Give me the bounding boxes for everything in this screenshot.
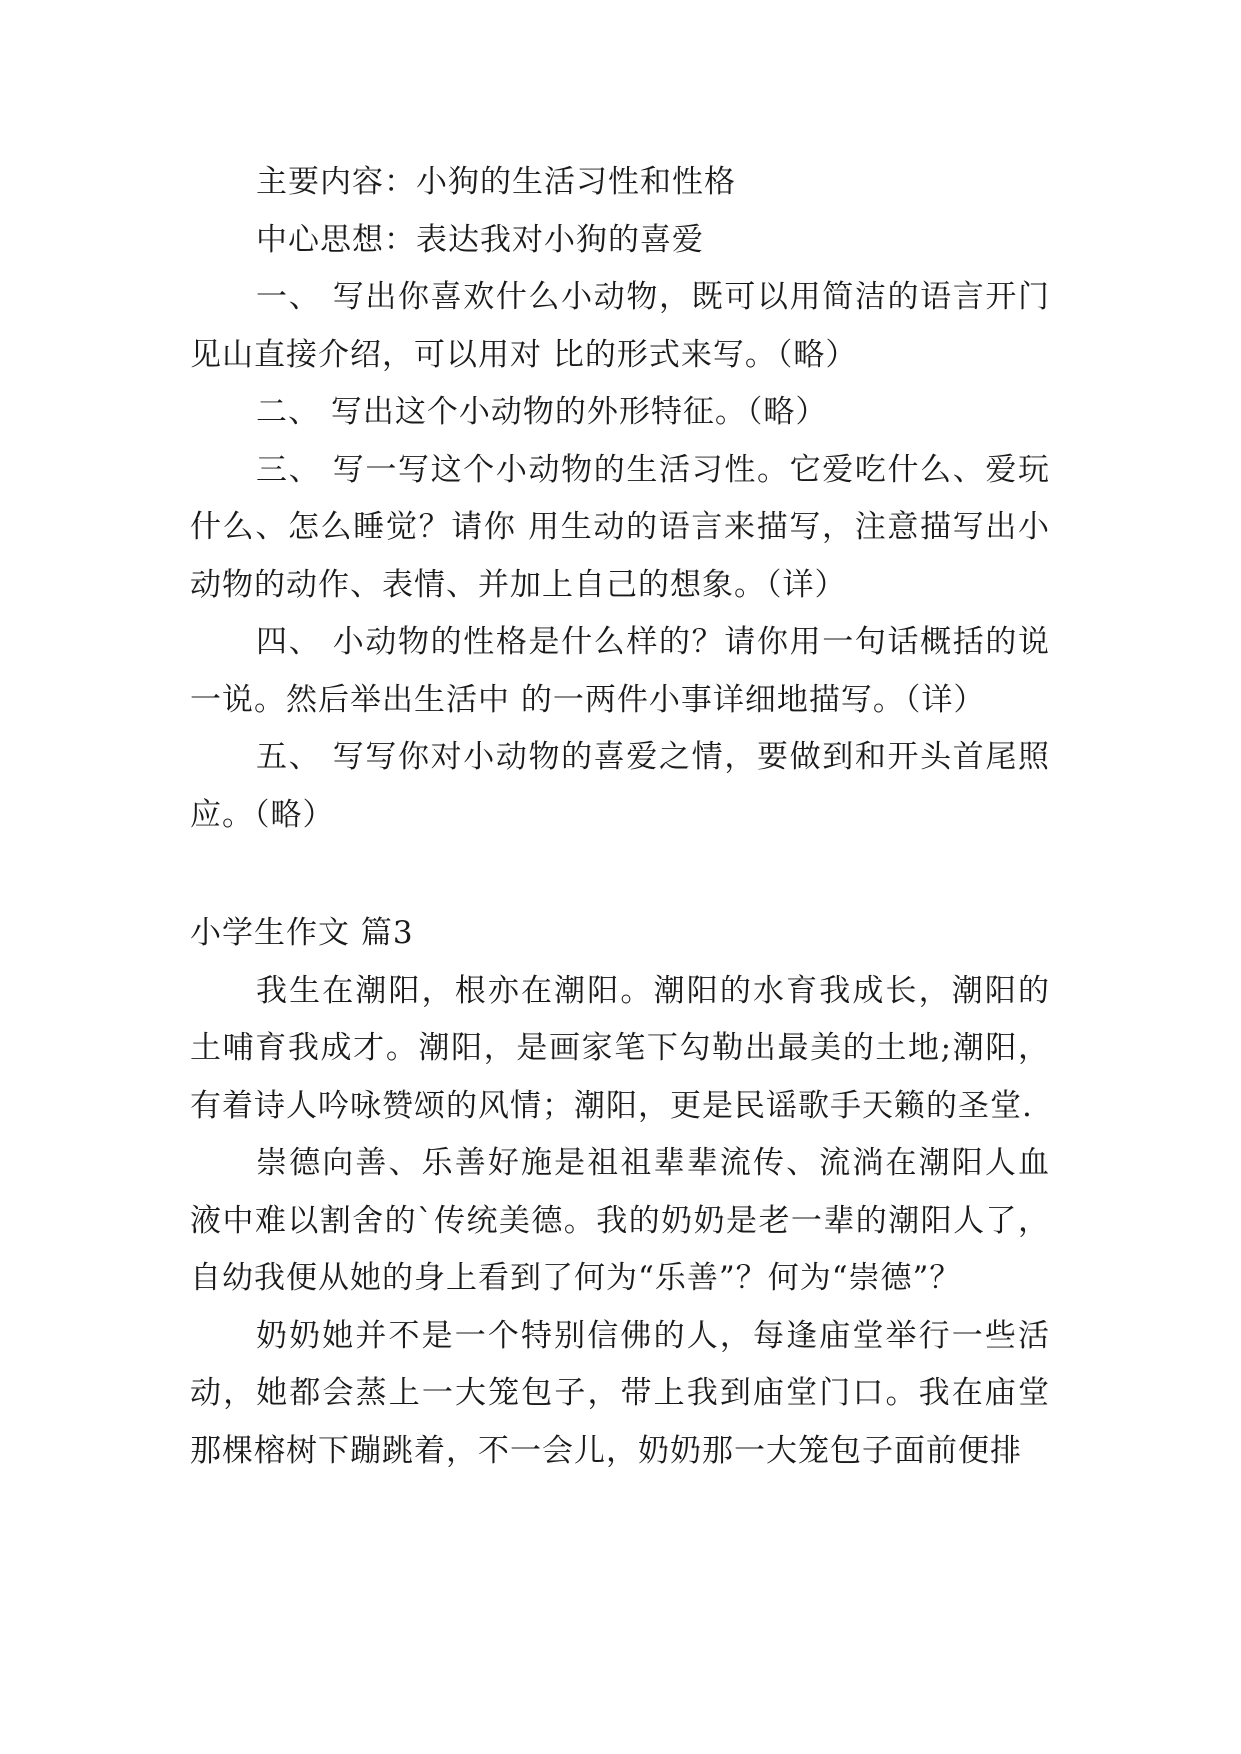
paragraph-step-4: 四、 小动物的性格是什么样的？请你用一句话概括的说一说。然后举出生活中 的一两件小事详细地描写。（详） xyxy=(190,624,1050,718)
paragraph-main-content: 主要内容：小狗的生活习性和性格 xyxy=(256,164,736,200)
paragraph-step-5: 五、 写写你对小动物的喜爱之情，要做到和开头首尾照应。（略） xyxy=(190,739,1050,833)
essay-paragraph-1: 我生在潮阳，根亦在潮阳。潮阳的水育我成长，潮阳的土哺育我成才。潮阳，是画家笔下勾勒出最美的土地;潮阳，有着诗人吟咏赞颂的风情；潮阳，更是民谣歌手天籁的圣堂. xyxy=(190,972,1050,1124)
essay-heading: 小学生作文 篇3 xyxy=(190,915,414,951)
essay-paragraph-2: 崇德向善、乐善好施是祖祖辈辈流传、流淌在潮阳人血液中难以割舍的`传统美德。我的奶奶是老一辈的潮阳人了，自幼我便从她的身上看到了何为“乐善”？何为“崇德”？ xyxy=(190,1145,1050,1296)
essay-paragraph-3: 奶奶她并不是一个特别信佛的人，每逢庙堂举行一些活动，她都会蒸上一大笼包子，带上我到庙堂门口。我在庙堂那棵榕树下蹦跳着，不一会儿，奶奶那一大笼包子面前便排 xyxy=(190,1317,1050,1469)
paragraph-step-1: 一、 写出你喜欢什么小动物，既可以用简洁的语言开门见山直接介绍，可以用对 比的形式来写。（略） xyxy=(190,279,1050,373)
paragraph-step-3: 三、 写一写这个小动物的生活习性。它爱吃什么、爱玩什么、怎么睡觉？请你 用生动的语言来描写，注意描写出小动物的动作、表情、并加上自己的想象。（详） xyxy=(190,451,1050,603)
section-essay-3 xyxy=(190,905,1050,1480)
paragraph-step-2: 二、 写出这个小动物的外形特征。（略） xyxy=(256,394,828,430)
section-outline xyxy=(190,154,1050,844)
paragraph-central-idea: 中心思想：表达我对小狗的喜爱 xyxy=(256,221,704,258)
